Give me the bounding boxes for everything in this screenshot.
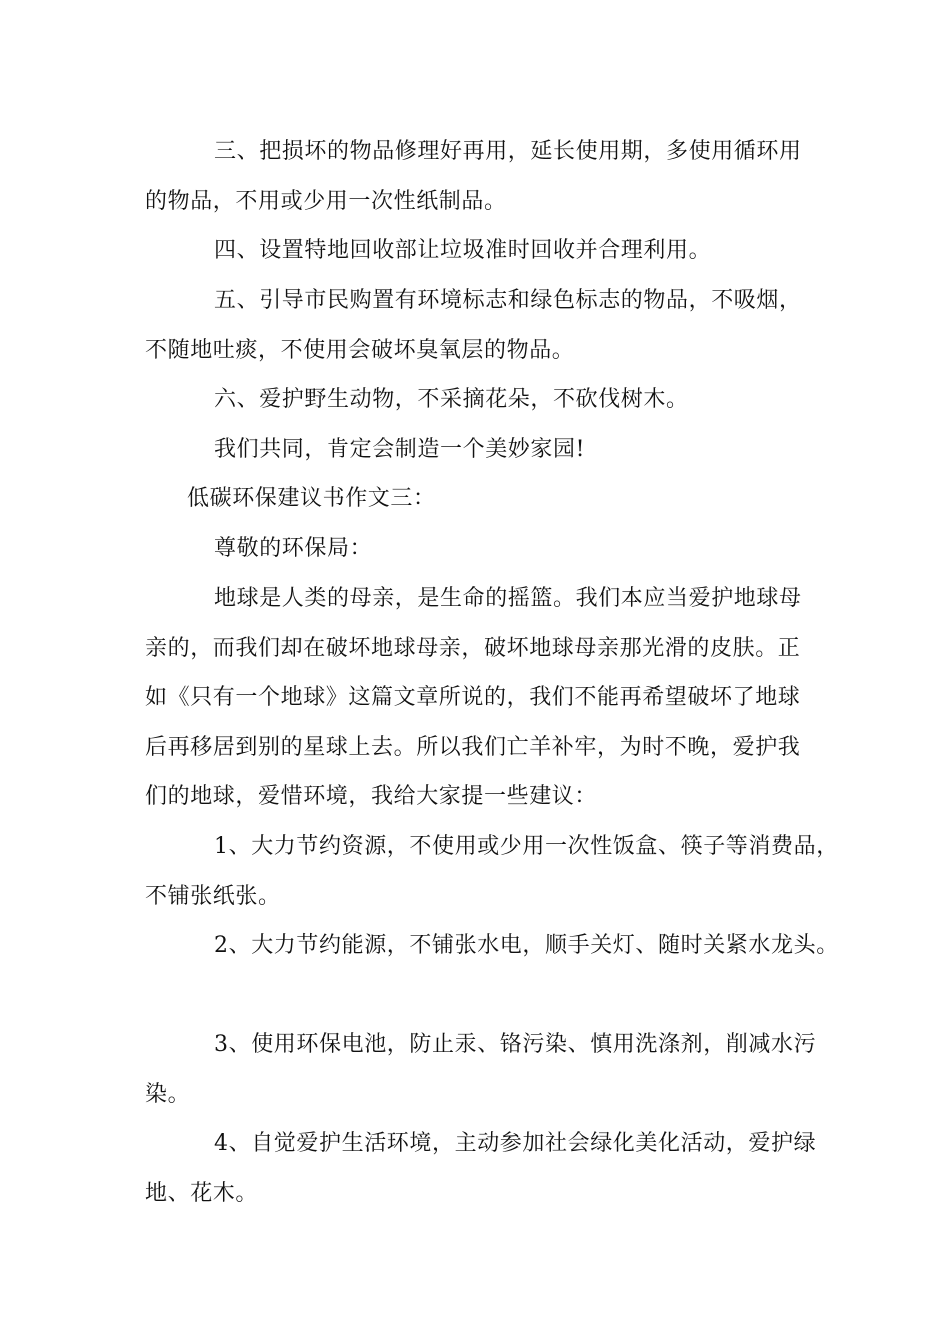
paragraph-4: 四、设置特地回收部让垃圾准时回收并合理利用。 [214,238,712,263]
paragraph-5-line-2: 不随地吐痰，不使用会破坏臭氧层的物品。 [145,338,575,363]
paragraph-3-line-2: 的物品，不用或少用一次性纸制品。 [145,189,507,214]
paragraph-5-line-1: 五、引导市民购置有环境标志和绿色标志的物品，不吸烟， [214,288,802,313]
suggestion-1-line-2: 不铺张纸张。 [145,884,281,909]
suggestion-1-line-1: 1、大力节约资源，不使用或少用一次性饭盒、筷子等消费品， [214,834,839,859]
paragraph-6: 六、爱护野生动物，不采摘花朵，不砍伐树木。 [214,387,689,412]
suggestion-3-line-2: 染。 [145,1082,191,1107]
suggestion-4-line-2: 地、花木。 [145,1181,259,1206]
intro-line-4: 后再移居到别的星球上去。所以我们亡羊补牢，为时不晚，爱护我 [145,735,801,760]
intro-line-2: 亲的，而我们却在破坏地球母亲，破坏地球母亲那光滑的皮肤。正 [145,636,801,661]
closing-line: 我们共同，肯定会制造一个美妙家园! [214,437,586,462]
suggestion-4-line-1: 4、自觉爱护生活环境，主动参加社会绿化美化活动，爱护绿 [214,1131,817,1156]
intro-line-3: 如《只有一个地球》这篇文章所说的，我们不能再希望破坏了地球 [145,685,801,710]
suggestion-2: 2、大力节约能源，不铺张水电，顺手关灯、随时关紧水龙头。 [214,933,839,958]
intro-line-5: 们的地球，爱惜环境，我给大家提一些建议： [145,784,598,809]
paragraph-3-line-1: 三、把损坏的物品修理好再用，延长使用期，多使用循环用 [214,139,802,164]
essay-heading: 低碳环保建议书作文三： [187,486,436,511]
suggestion-3-line-1: 3、使用环保电池，防止汞、铬污染、慎用洗涤剂，削减水污 [214,1032,817,1057]
salutation: 尊敬的环保局： [214,536,373,561]
intro-line-1: 地球是人类的母亲，是生命的摇篮。我们本应当爱护地球母 [214,586,802,611]
